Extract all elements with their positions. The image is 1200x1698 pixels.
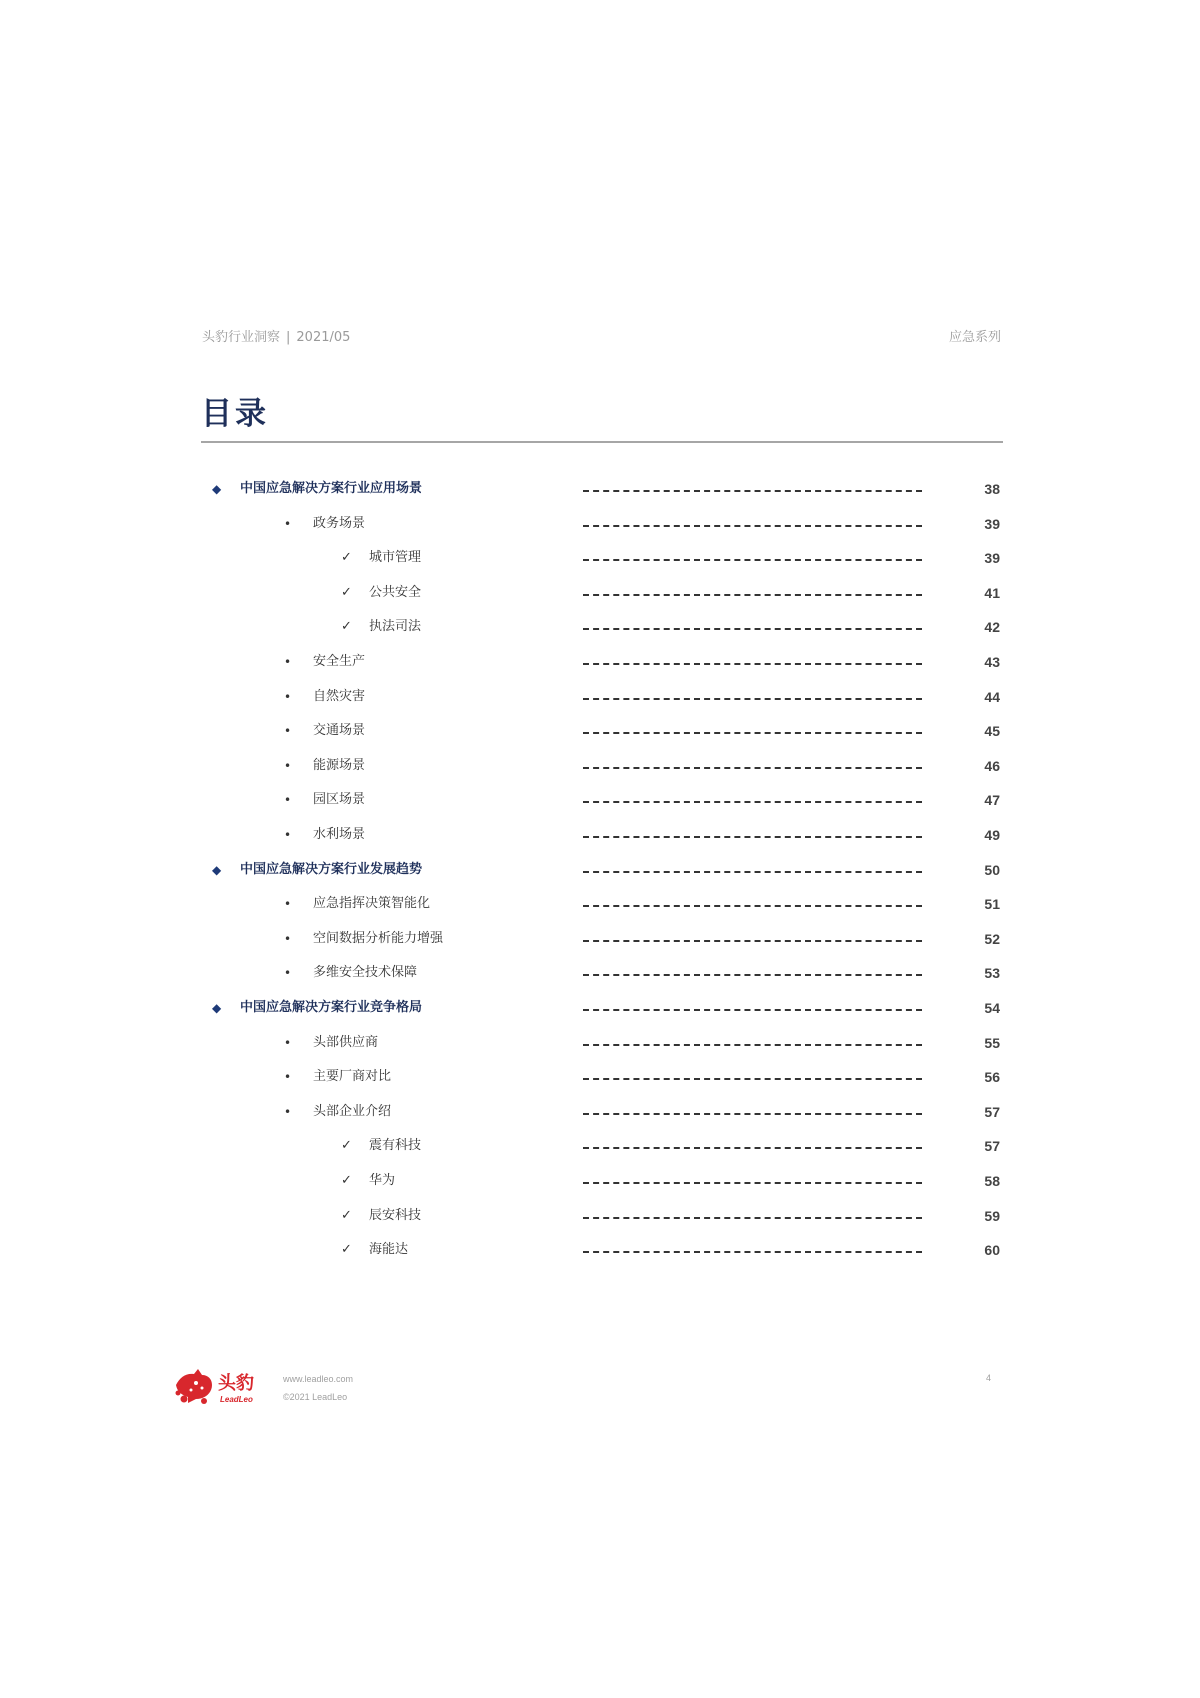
toc-entry-page: 51 <box>984 896 1000 913</box>
toc-entry-page: 59 <box>984 1207 1000 1224</box>
header-brand-date <box>202 326 350 345</box>
dot-bullet-icon: • <box>284 516 292 531</box>
toc-entry-label: 中国应急解决方案行业应用场景 <box>240 481 423 496</box>
toc-leader-dots <box>583 1147 922 1149</box>
header-date: 2021/05 <box>296 330 351 345</box>
dot-bullet-icon: • <box>284 793 292 808</box>
dot-bullet-icon: • <box>284 758 292 773</box>
toc-entry[interactable] <box>0 684 1200 710</box>
toc-entry-label: 中国应急解决方案行业竞争格局 <box>240 1000 423 1015</box>
footer-links <box>283 1370 353 1406</box>
toc-entry-page: 52 <box>984 930 1000 947</box>
diamond-bullet-icon: ◆ <box>212 862 222 877</box>
toc-entry-label: 政务场景 <box>313 515 366 531</box>
toc-entry[interactable] <box>0 822 1200 848</box>
diamond-bullet-icon: ◆ <box>212 482 222 496</box>
checkmark-icon: ✓ <box>341 619 352 635</box>
toc-entry-page: 42 <box>984 619 1000 636</box>
dot-bullet-icon: • <box>284 1070 292 1085</box>
logo-subtext: LeadLeo <box>220 1395 253 1404</box>
toc-entry-page: 44 <box>984 688 1000 705</box>
logo-text: 头豹 <box>218 1373 254 1394</box>
toc-entry-page: 58 <box>984 1173 1000 1189</box>
toc-entry[interactable] <box>0 1133 1200 1159</box>
toc-entry[interactable] <box>0 1064 1200 1090</box>
toc-entry-label: 自然灾害 <box>313 688 366 704</box>
toc-entry[interactable] <box>0 995 1200 1021</box>
toc-entry[interactable] <box>0 545 1200 571</box>
toc-entry-page: 46 <box>984 757 1000 774</box>
toc-leader-dots <box>583 1182 922 1184</box>
toc-leader-dots <box>583 1044 922 1046</box>
dot-bullet-icon: • <box>284 1035 292 1050</box>
dot-bullet-icon: • <box>284 689 292 704</box>
toc-leader-dots <box>583 594 922 596</box>
dot-bullet-icon: • <box>284 966 292 981</box>
toc-entry-page: 47 <box>984 792 1000 809</box>
toc-leader-dots <box>583 871 922 873</box>
toc-entry-label: 辰安科技 <box>369 1207 422 1223</box>
toc-entry[interactable] <box>0 1099 1200 1125</box>
toc-entry[interactable] <box>0 857 1200 883</box>
toc-entry[interactable] <box>0 476 1200 502</box>
dot-bullet-icon: • <box>284 828 292 842</box>
checkmark-icon: ✓ <box>341 1173 352 1188</box>
dot-bullet-icon: • <box>284 897 292 912</box>
header-brand: 头豹行业洞察 <box>202 330 281 345</box>
toc-leader-dots <box>583 559 922 561</box>
toc-entry[interactable] <box>0 926 1200 952</box>
checkmark-icon: ✓ <box>341 1138 352 1154</box>
toc-entry[interactable] <box>0 1030 1200 1056</box>
toc-leader-dots <box>583 905 922 907</box>
checkmark-icon: ✓ <box>341 584 352 600</box>
toc-leader-dots <box>583 940 922 942</box>
toc-entry-label: 执法司法 <box>369 619 422 635</box>
toc-entry[interactable] <box>0 960 1200 986</box>
toc-entry-label: 主要厂商对比 <box>313 1069 392 1085</box>
toc-entry-label: 园区场景 <box>313 792 366 808</box>
toc-entry-label: 能源场景 <box>313 757 366 773</box>
toc-leader-dots <box>583 732 922 734</box>
dot-bullet-icon: • <box>284 724 292 739</box>
dot-bullet-icon: • <box>284 931 292 946</box>
toc-entry-page: 56 <box>984 1069 1000 1086</box>
toc-entry-label: 交通场景 <box>313 723 366 739</box>
dot-bullet-icon: • <box>284 655 292 669</box>
toc-entry-label: 头部企业介绍 <box>313 1103 392 1119</box>
toc-entry[interactable] <box>0 649 1200 675</box>
toc-entry[interactable] <box>0 718 1200 744</box>
toc-entry-label: 城市管理 <box>369 550 422 566</box>
checkmark-icon: ✓ <box>341 1207 352 1223</box>
toc-entry-page: 45 <box>984 723 1000 740</box>
toc-entry-label: 华为 <box>369 1173 396 1188</box>
toc-entry-label: 水利场景 <box>313 827 366 842</box>
toc-entry-page: 54 <box>984 1000 1000 1016</box>
toc-leader-dots <box>583 663 922 665</box>
toc-leader-dots <box>583 974 922 976</box>
toc-entry-page: 57 <box>984 1138 1000 1155</box>
toc-entry-page: 39 <box>984 550 1000 567</box>
toc-entry[interactable] <box>0 614 1200 640</box>
toc-entry-page: 60 <box>984 1242 1000 1259</box>
dot-bullet-icon: • <box>284 1104 292 1119</box>
toc-entry[interactable] <box>0 580 1200 606</box>
footer-page-number: 4 <box>985 1373 991 1383</box>
toc-entry-page: 50 <box>984 861 1000 878</box>
checkmark-icon: ✓ <box>341 550 352 566</box>
toc-leader-dots <box>583 1217 922 1219</box>
toc-entry[interactable] <box>0 1203 1200 1229</box>
toc-entry-label: 中国应急解决方案行业发展趋势 <box>240 861 423 877</box>
toc-entry-label: 公共安全 <box>369 584 422 600</box>
toc-entry-page: 53 <box>984 965 1000 982</box>
page-title: 目录 <box>201 396 269 432</box>
toc-entry-page: 38 <box>984 481 1000 497</box>
toc-leader-dots <box>583 698 922 700</box>
toc-entry-label: 头部供应商 <box>313 1034 379 1050</box>
toc-entry-page: 49 <box>984 827 1000 843</box>
header-series: 应急系列 <box>948 330 1001 345</box>
toc-leader-dots <box>583 1251 922 1253</box>
diamond-bullet-icon: ◆ <box>212 1001 222 1015</box>
header-separator: | <box>286 330 291 345</box>
toc-entry-page: 41 <box>984 584 1000 601</box>
toc-entry[interactable] <box>0 753 1200 779</box>
toc-leader-dots <box>583 525 922 527</box>
toc-entry-page: 57 <box>984 1103 1000 1120</box>
toc-leader-dots <box>583 1078 922 1080</box>
toc-leader-dots <box>583 628 922 630</box>
toc-entry-label: 应急指挥决策智能化 <box>313 896 431 912</box>
toc-leader-dots <box>583 1113 922 1115</box>
toc-entry-page: 55 <box>984 1034 1000 1051</box>
leadleo-logo <box>174 1363 270 1411</box>
toc-leader-dots <box>583 490 922 492</box>
toc-leader-dots <box>583 836 922 838</box>
toc-entry[interactable] <box>0 1237 1200 1263</box>
title-divider <box>201 441 1003 443</box>
toc-entry[interactable] <box>0 891 1200 917</box>
toc-entry[interactable] <box>0 1168 1200 1194</box>
toc-entry-label: 多维安全技术保障 <box>313 965 418 981</box>
toc-entry-label: 空间数据分析能力增强 <box>313 930 444 946</box>
toc-entry-page: 39 <box>984 515 1000 532</box>
toc-leader-dots <box>583 767 922 769</box>
toc-entry[interactable] <box>0 787 1200 813</box>
toc-entry-label: 震有科技 <box>369 1138 422 1154</box>
toc-entry-label: 海能达 <box>369 1242 409 1258</box>
footer-website[interactable]: www.leadleo.com <box>283 1374 354 1384</box>
toc-entry-page: 43 <box>984 654 1000 670</box>
checkmark-icon: ✓ <box>341 1242 352 1258</box>
toc-leader-dots <box>583 801 922 803</box>
toc-entry-label: 安全生产 <box>313 654 366 669</box>
toc-leader-dots <box>583 1009 922 1011</box>
toc-entry[interactable] <box>0 511 1200 537</box>
footer-copyright: ©2021 LeadLeo <box>283 1392 348 1402</box>
